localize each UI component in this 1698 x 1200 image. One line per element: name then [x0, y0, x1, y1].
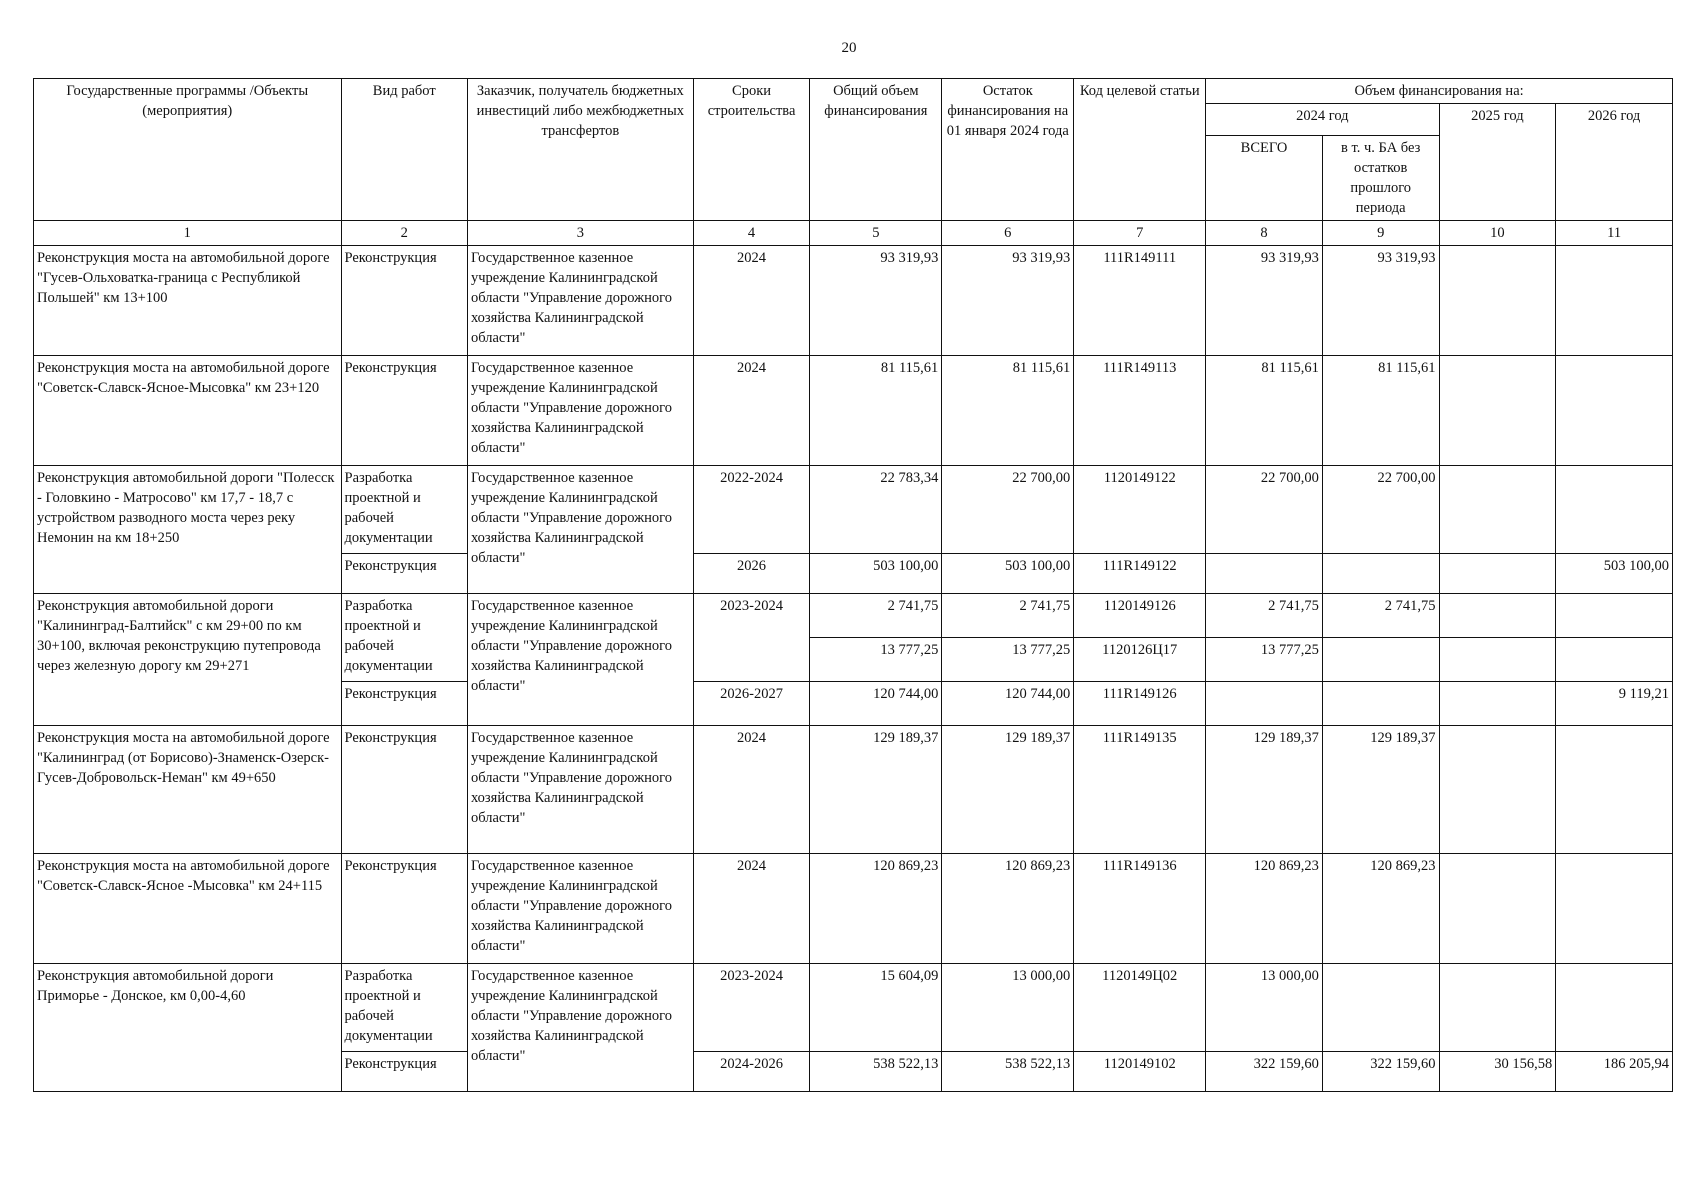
- customer: Государственное казенное учреждение Калининградской области "Управление дорожного хозяйства Калининградской области": [467, 854, 693, 964]
- construction-term: 2024: [693, 356, 810, 466]
- customer: Государственное казенное учреждение Калининградской области "Управление дорожного хозяйства Калининградской области": [467, 356, 693, 466]
- col-num: 5: [810, 221, 942, 246]
- construction-term: 2024: [693, 726, 810, 854]
- table-row: [34, 726, 1673, 854]
- work-type: Реконструкция: [341, 854, 467, 964]
- fin-2025: [1439, 638, 1556, 682]
- fin-2026: [1556, 854, 1673, 964]
- work-type: Реконструкция: [341, 246, 467, 356]
- construction-term: 2026: [693, 554, 810, 594]
- fin-2025: [1439, 246, 1556, 356]
- work-type: Реконструкция: [341, 356, 467, 466]
- table-row: [34, 466, 1673, 554]
- target-code: 1120126Ц17: [1074, 638, 1206, 682]
- target-code: 111R149111: [1074, 246, 1206, 356]
- header-terms: Сроки строительства: [693, 79, 810, 221]
- fin-2024-all: 129 189,37: [1206, 726, 1323, 854]
- object-name: Реконструкция моста на автомобильной дороге "Калининград (от Борисово)-Знаменск-Озерск-Гусев-Добровольск-Неман" км 49+650: [34, 726, 342, 854]
- table-row: [34, 964, 1673, 1052]
- object-name: Реконструкция автомобильной дороги Приморье - Донское, км 0,00-4,60: [34, 964, 342, 1092]
- remainder: 538 522,13: [942, 1052, 1074, 1092]
- page-number: 20: [841, 40, 857, 56]
- table-row: [34, 246, 1673, 356]
- total-volume: 15 604,09: [810, 964, 942, 1052]
- total-volume: 2 741,75: [810, 594, 942, 638]
- col-num: 9: [1322, 221, 1439, 246]
- customer: Государственное казенное учреждение Калининградской области "Управление дорожного хозяйства Калининградской области": [467, 466, 693, 594]
- fin-2024-ba: [1322, 554, 1439, 594]
- construction-term: 2022-2024: [693, 466, 810, 554]
- construction-term: 2024: [693, 246, 810, 356]
- fin-2024-all: 322 159,60: [1206, 1052, 1323, 1092]
- remainder: 13 777,25: [942, 638, 1074, 682]
- target-code: 111R149136: [1074, 854, 1206, 964]
- fin-2026: [1556, 356, 1673, 466]
- fin-2025: [1439, 682, 1556, 726]
- customer: Государственное казенное учреждение Калининградской области "Управление дорожного хозяйства Калининградской области": [467, 964, 693, 1092]
- table-row: [34, 594, 1673, 638]
- header-work-type: Вид работ: [341, 79, 467, 221]
- work-type: Реконструкция: [341, 554, 467, 594]
- table-row: [34, 356, 1673, 466]
- fin-2024-ba: 129 189,37: [1322, 726, 1439, 854]
- col-num: 4: [693, 221, 810, 246]
- total-volume: 120 869,23: [810, 854, 942, 964]
- header-financing: Объем финансирования на:: [1206, 79, 1673, 104]
- col-num: 10: [1439, 221, 1556, 246]
- target-code: 1120149122: [1074, 466, 1206, 554]
- object-name: Реконструкция автомобильной дороги "Полесск - Головкино - Матросово" км 17,7 - 18,7 с устройством разводного моста через реку Немонин на км 18+250: [34, 466, 342, 594]
- total-volume: 93 319,93: [810, 246, 942, 356]
- fin-2024-all: 93 319,93: [1206, 246, 1323, 356]
- col-num: 6: [942, 221, 1074, 246]
- work-type: Разработка проектной и рабочей документации: [341, 466, 467, 554]
- remainder: 22 700,00: [942, 466, 1074, 554]
- construction-term: 2024-2026: [693, 1052, 810, 1092]
- fin-2024-ba: 120 869,23: [1322, 854, 1439, 964]
- construction-term: 2026-2027: [693, 682, 810, 726]
- header-remainder: Остаток финансирования на 01 января 2024 года: [942, 79, 1074, 221]
- fin-2026: [1556, 638, 1673, 682]
- fin-2025: [1439, 356, 1556, 466]
- header-2025: 2025 год: [1439, 104, 1556, 221]
- construction-term: 2023-2024: [693, 964, 810, 1052]
- target-code: 111R149126: [1074, 682, 1206, 726]
- target-code: 111R149122: [1074, 554, 1206, 594]
- fin-2026: [1556, 594, 1673, 638]
- target-code: 111R149135: [1074, 726, 1206, 854]
- header-programs: Государственные программы /Объекты (мероприятия): [34, 79, 342, 221]
- fin-2025: [1439, 964, 1556, 1052]
- remainder: 13 000,00: [942, 964, 1074, 1052]
- construction-term: 2024: [693, 854, 810, 964]
- total-volume: 538 522,13: [810, 1052, 942, 1092]
- fin-2024-all: 2 741,75: [1206, 594, 1323, 638]
- col-num: 2: [341, 221, 467, 246]
- fin-2024-all: 13 777,25: [1206, 638, 1323, 682]
- remainder: 120 869,23: [942, 854, 1074, 964]
- target-code: 1120149Ц02: [1074, 964, 1206, 1052]
- column-numbers-row: [34, 221, 1673, 246]
- remainder: 2 741,75: [942, 594, 1074, 638]
- fin-2024-ba: 2 741,75: [1322, 594, 1439, 638]
- remainder: 120 744,00: [942, 682, 1074, 726]
- target-code: 1120149102: [1074, 1052, 1206, 1092]
- fin-2025: [1439, 594, 1556, 638]
- fin-2024-all: [1206, 554, 1323, 594]
- header-incl-ba: в т. ч. БА без остатков прошлого периода: [1322, 136, 1439, 221]
- fin-2024-all: 120 869,23: [1206, 854, 1323, 964]
- fin-2026: [1556, 726, 1673, 854]
- header-code: Код целевой статьи: [1074, 79, 1206, 221]
- fin-2026: [1556, 466, 1673, 554]
- work-type: Реконструкция: [341, 682, 467, 726]
- fin-2024-ba: [1322, 638, 1439, 682]
- fin-2025: [1439, 466, 1556, 554]
- target-code: 1120149126: [1074, 594, 1206, 638]
- work-type: Реконструкция: [341, 1052, 467, 1092]
- fin-2025: [1439, 554, 1556, 594]
- object-name: Реконструкция моста на автомобильной дороге "Гусев-Ольховатка-граница с Республикой Польшей" км 13+100: [34, 246, 342, 356]
- customer: Государственное казенное учреждение Калининградской области "Управление дорожного хозяйства Калининградской области": [467, 726, 693, 854]
- financing-table: [33, 78, 1673, 1092]
- fin-2024-all: [1206, 682, 1323, 726]
- fin-2024-ba: 322 159,60: [1322, 1052, 1439, 1092]
- fin-2025: [1439, 726, 1556, 854]
- fin-2025: 30 156,58: [1439, 1052, 1556, 1092]
- fin-2024-ba: [1322, 682, 1439, 726]
- fin-2026: [1556, 246, 1673, 356]
- fin-2024-ba: 81 115,61: [1322, 356, 1439, 466]
- total-volume: 503 100,00: [810, 554, 942, 594]
- remainder: 503 100,00: [942, 554, 1074, 594]
- total-volume: 22 783,34: [810, 466, 942, 554]
- fin-2024-all: 22 700,00: [1206, 466, 1323, 554]
- fin-2024-ba: 22 700,00: [1322, 466, 1439, 554]
- customer: Государственное казенное учреждение Калининградской области "Управление дорожного хозяйства Калининградской области": [467, 246, 693, 356]
- fin-2024-ba: 93 319,93: [1322, 246, 1439, 356]
- fin-2026: 9 119,21: [1556, 682, 1673, 726]
- fin-2025: [1439, 854, 1556, 964]
- fin-2024-ba: [1322, 964, 1439, 1052]
- total-volume: 120 744,00: [810, 682, 942, 726]
- object-name: Реконструкция автомобильной дороги "Калининград-Балтийск" с км 29+00 по км 30+100, включая реконструкцию путепровода через железную дорогу км 29+271: [34, 594, 342, 726]
- header-2024: 2024 год: [1206, 104, 1439, 136]
- header-2026: 2026 год: [1556, 104, 1673, 221]
- col-num: 7: [1074, 221, 1206, 246]
- work-type: Реконструкция: [341, 726, 467, 854]
- object-name: Реконструкция моста на автомобильной дороге "Советск-Славск-Ясное -Мысовка" км 24+115: [34, 854, 342, 964]
- remainder: 129 189,37: [942, 726, 1074, 854]
- col-num: 11: [1556, 221, 1673, 246]
- construction-term: 2023-2024: [693, 594, 810, 682]
- col-num: 8: [1206, 221, 1323, 246]
- object-name: Реконструкция моста на автомобильной дороге "Советск-Славск-Ясное-Мысовка" км 23+120: [34, 356, 342, 466]
- total-volume: 13 777,25: [810, 638, 942, 682]
- header-customer: Заказчик, получатель бюджетных инвестиций либо межбюджетных трансфертов: [467, 79, 693, 221]
- total-volume: 81 115,61: [810, 356, 942, 466]
- customer: Государственное казенное учреждение Калининградской области "Управление дорожного хозяйства Калининградской области": [467, 594, 693, 726]
- table-row: [34, 854, 1673, 964]
- col-num: 3: [467, 221, 693, 246]
- work-type: Разработка проектной и рабочей документации: [341, 594, 467, 682]
- fin-2026: [1556, 964, 1673, 1052]
- col-num: 1: [34, 221, 342, 246]
- total-volume: 129 189,37: [810, 726, 942, 854]
- fin-2026: 503 100,00: [1556, 554, 1673, 594]
- remainder: 81 115,61: [942, 356, 1074, 466]
- remainder: 93 319,93: [942, 246, 1074, 356]
- header-all: ВСЕГО: [1206, 136, 1323, 221]
- header-total-volume: Общий объем финансирования: [810, 79, 942, 221]
- work-type: Разработка проектной и рабочей документации: [341, 964, 467, 1052]
- target-code: 111R149113: [1074, 356, 1206, 466]
- fin-2026: 186 205,94: [1556, 1052, 1673, 1092]
- fin-2024-all: 13 000,00: [1206, 964, 1323, 1052]
- fin-2024-all: 81 115,61: [1206, 356, 1323, 466]
